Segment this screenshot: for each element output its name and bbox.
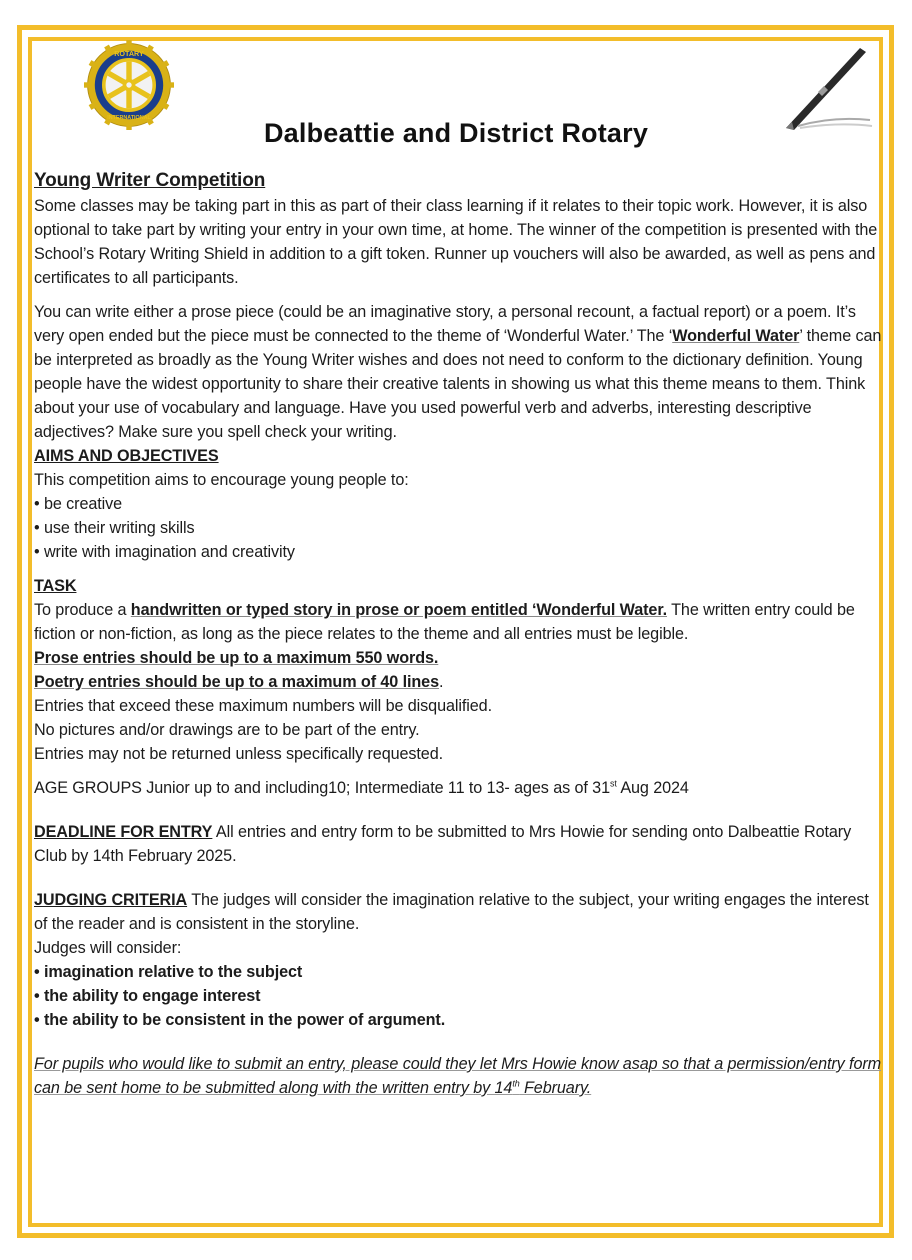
task-rule: Entries that exceed these maximum numbers will be disqualified. [34,697,492,715]
intro-paragraph: Some classes may be taking part in this as part of their class learning if it relates to their topic work. However, it is also optional to take part by writing your entry in your own time, at home. The winner of the competition is presented with the School’s Rotary Writing Shield in addition to a gift token. Runner up vouchers will also be awarded, as well as pens and certificates to all participants. [34,197,878,287]
theme-text-after: ’ theme can be interpreted as broadly as the Young Writer wishes and does not need to conform to the dictionary definition. Young people have the widest opportunity to share their creative talents in showing us what this theme means to them. Think about your use of vocabulary and language. Have you used powerful verb and adverbs, interesting descriptive adjectives? Make sure you spell check your writing. [34,327,882,441]
aims-heading: AIMS AND OBJECTIVES [34,447,219,465]
judging-item: • imagination relative to the subject [34,963,303,981]
footer-note-sup: th [512,1078,520,1089]
deadline-paragraph [34,820,884,868]
judging-consider: Judges will consider: [34,939,182,957]
task-text-bold: handwritten or typed story in prose or poem entitled ‘Wonderful Water. [130,601,668,619]
aims-item: • write with imagination and creativity [34,543,295,561]
footer-note [34,1052,884,1100]
pen-icon [778,40,878,135]
logo-text-top: ROTARY [114,49,144,59]
footer-note-text: For pupils who would like to submit an entry, please could they let Mrs Howie know asap so that a permission/entry form can be sent home to be submitted along with the written entry by 14 [34,1055,882,1097]
aims-item: • use their writing skills [34,519,195,537]
poetry-limit-text: Poetry entries should be up to a maximum of 40 lines [34,673,439,691]
theme-paragraph [34,300,884,444]
poetry-limit [34,670,884,694]
judging-heading: JUDGING CRITERIA [34,891,188,909]
deadline-text: All entries and entry form to be submitted to Mrs Howie for sending onto Dalbeattie Rotary Club by 14th February 2025. [34,823,852,865]
task-paragraph [34,598,884,646]
rotary-international-wheel-icon [84,40,174,130]
age-groups-sup: st [610,778,617,789]
task-rule: Entries may not be returned unless specifically requested. [34,745,443,763]
competition-heading: Young Writer Competition [34,170,266,191]
age-groups-text: AGE GROUPS Junior up to and including10; Intermediate 11 to 13- ages as of 31 [34,779,610,797]
page-title: Dalbeattie and District Rotary [263,118,649,149]
task-text-before: To produce a [34,601,131,619]
document-body [34,168,884,1100]
task-rule: No pictures and/or drawings are to be part of the entry. [34,721,420,739]
task-heading: TASK [34,577,77,595]
logo-text-bottom: INTERNATIONAL [107,115,151,122]
prose-limit-text: Prose entries should be up to a maximum 550 words. [34,649,439,667]
aims-item: • be creative [34,495,123,513]
age-groups [34,776,884,800]
theme-name: Wonderful Water [672,327,800,345]
poetry-limit-period: . [438,673,444,691]
judging-item: • the ability to be consistent in the power of argument. [34,1011,446,1029]
deadline-heading: DEADLINE FOR ENTRY [34,823,213,841]
age-groups-end: Aug 2024 [616,779,689,797]
judging-paragraph [34,888,884,936]
footer-note-end: February. [519,1079,592,1097]
aims-intro: This competition aims to encourage young people to: [34,471,409,489]
task-text-after: The written entry could be fiction or non-fiction, as long as the piece relates to the theme and all entries must be legible. [34,601,855,643]
judging-item: • the ability to engage interest [34,987,261,1005]
judging-text: The judges will consider the imagination relative to the subject, your writing engages the interest of the reader and is consistent in the storyline. [34,891,869,933]
theme-text-before: You can write either a prose piece (could be an imaginative story, a personal recount, a factual report) or a poem. It’s very open ended but the piece must be connected to the theme of ‘Wonderful Water.’ The ‘ [34,303,856,345]
prose-limit [34,646,884,670]
